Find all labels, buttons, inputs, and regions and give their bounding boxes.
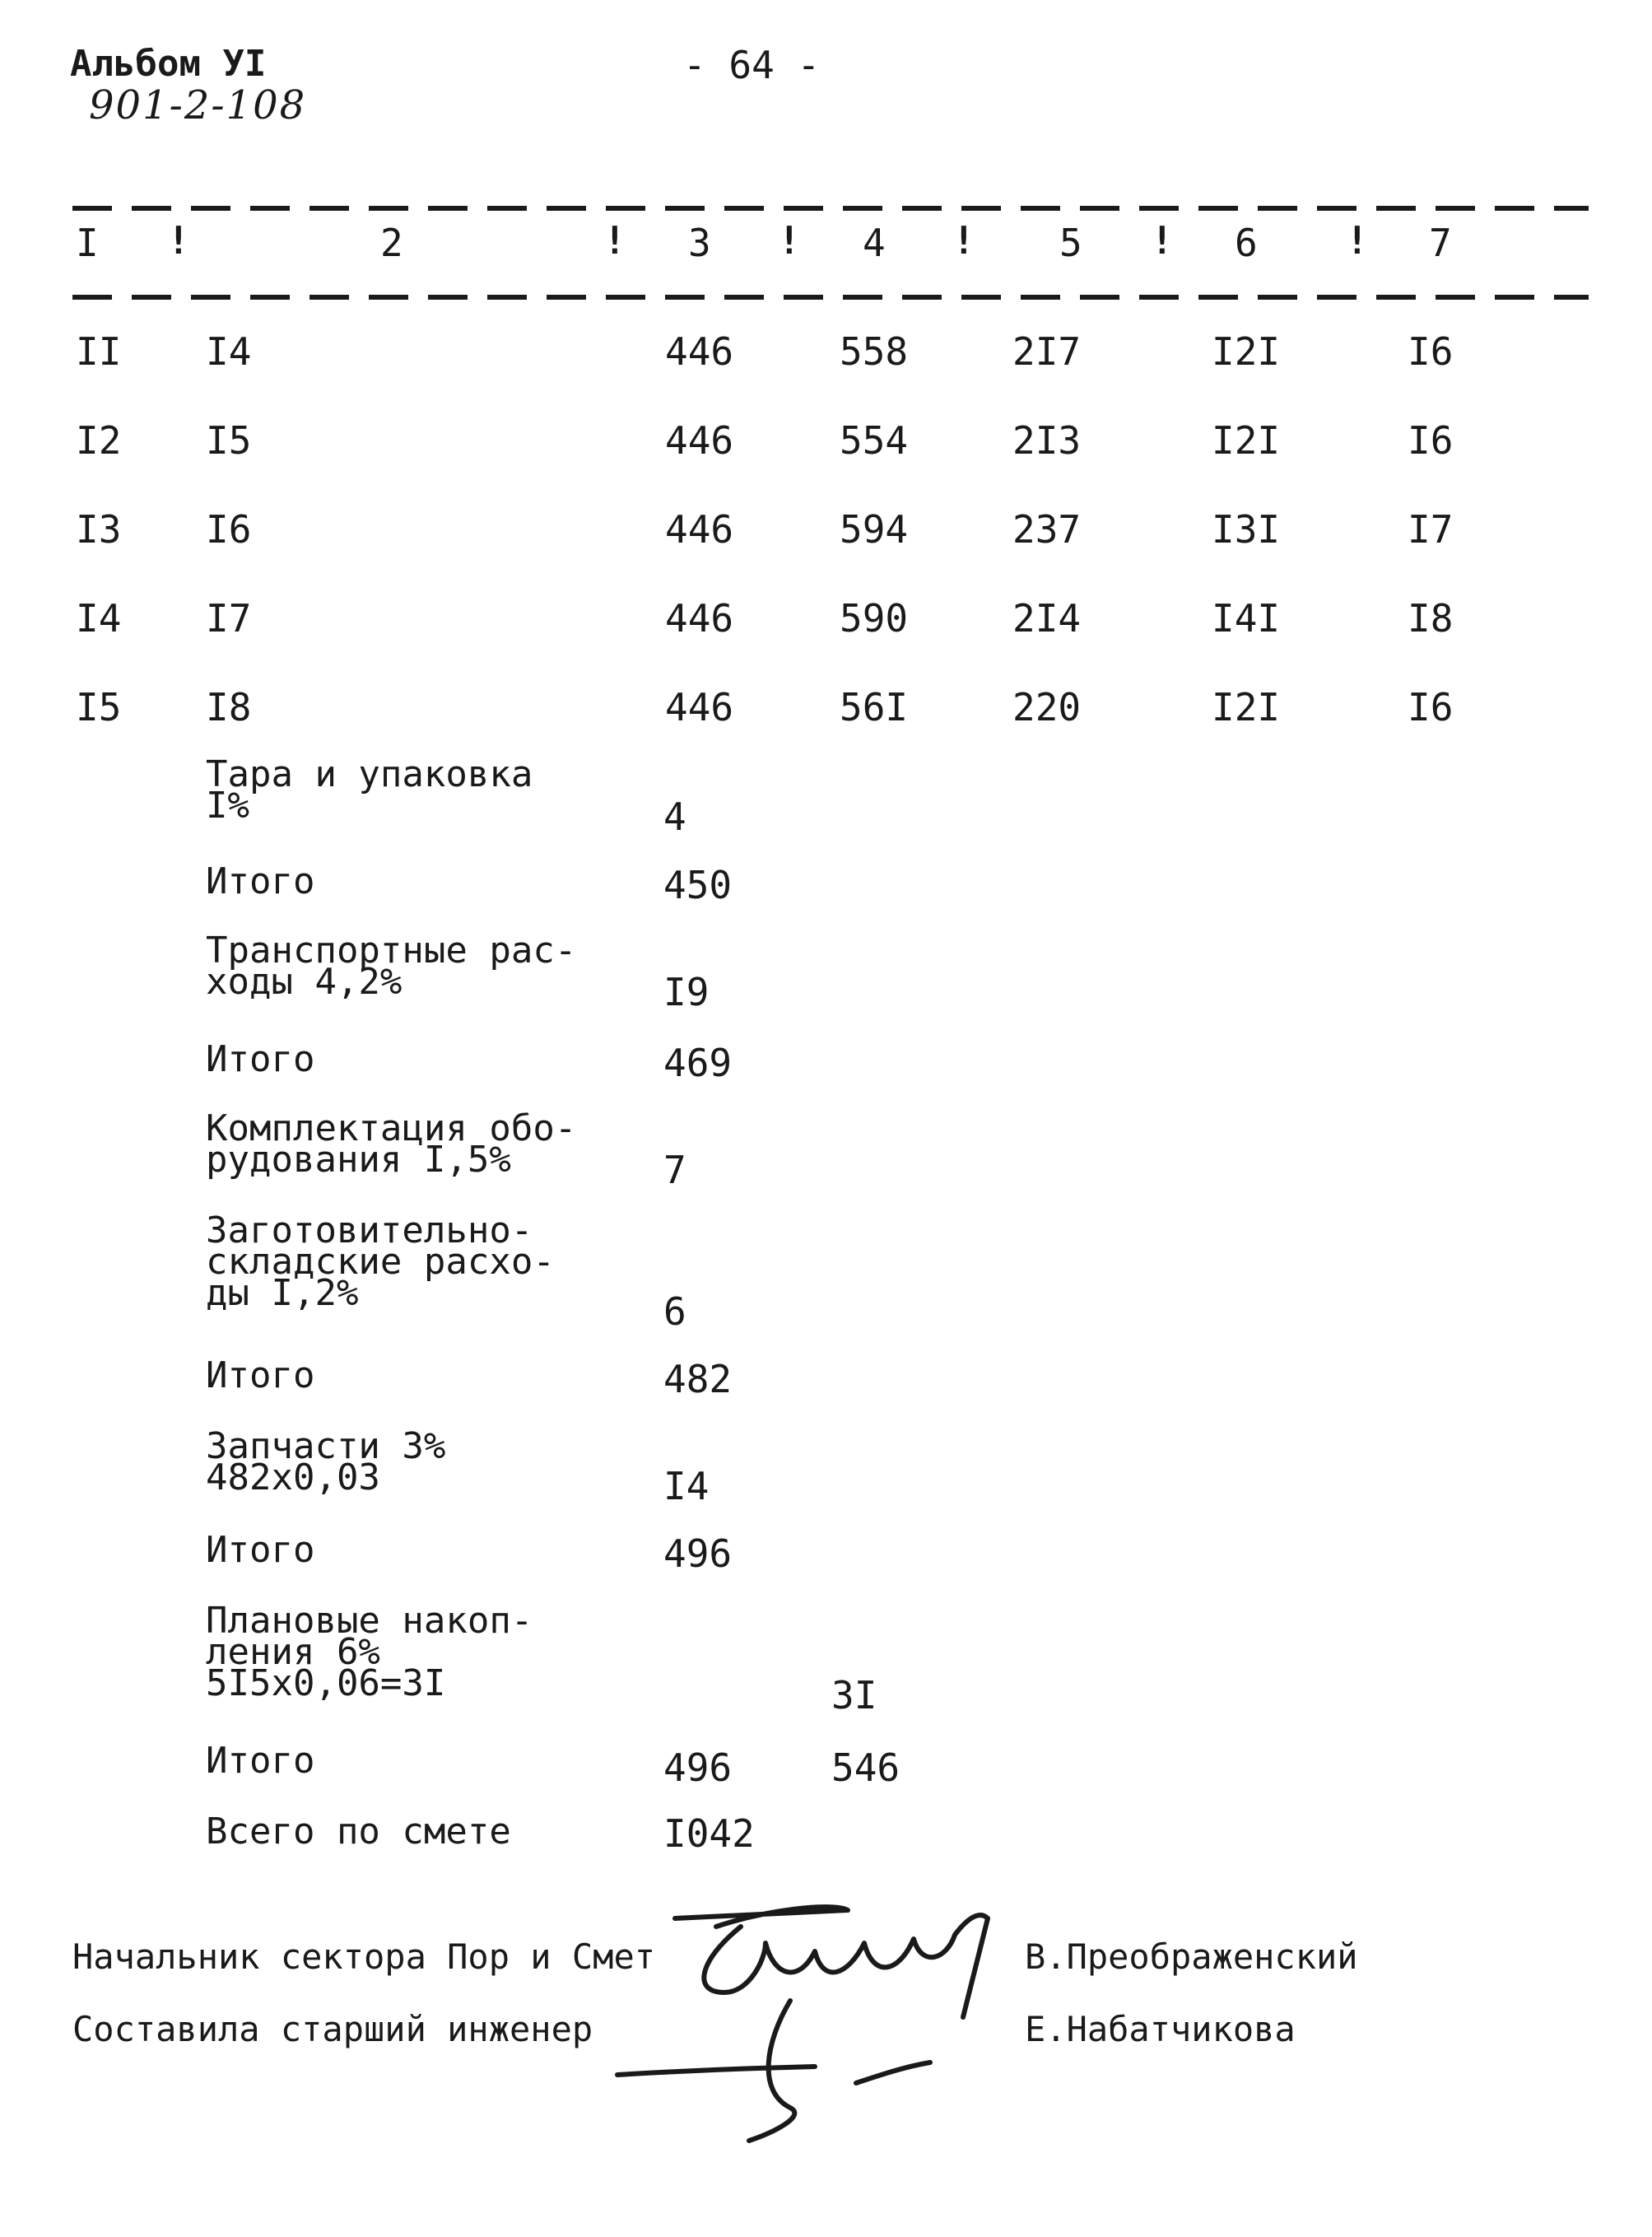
cell-col2: I8 xyxy=(206,685,252,729)
cell-col7: I6 xyxy=(1408,418,1454,463)
cell-col4: 554 xyxy=(840,418,909,463)
column-header-1: I xyxy=(76,221,99,265)
summary-label: Транспортные рас- ходы 4,2% xyxy=(206,930,577,1003)
signer-role-2: Составила старший инженер xyxy=(72,2009,593,2049)
summary-col3: 482 xyxy=(663,1357,733,1401)
cell-col5: 2I3 xyxy=(1012,418,1082,463)
signer-name-2: Е.Набатчикова xyxy=(1025,2009,1296,2049)
header-rule-top xyxy=(72,206,1589,211)
cell-col7: I6 xyxy=(1408,685,1454,729)
cell-col2: I4 xyxy=(206,329,252,374)
summary-col3: 496 xyxy=(663,1745,733,1790)
signer-role-1: Начальник сектора Пор и Смет xyxy=(72,1936,656,1977)
cell-col5: 237 xyxy=(1012,507,1082,552)
summary-col3: 450 xyxy=(663,863,733,907)
cell-col4: 558 xyxy=(840,329,909,374)
cell-col4: 594 xyxy=(840,507,909,552)
summary-col3: I042 xyxy=(663,1811,755,1856)
summary-label: Итого xyxy=(206,1740,315,1782)
column-separator: ! xyxy=(167,218,190,263)
summary-col4: 3I xyxy=(831,1673,877,1717)
column-header-3: 3 xyxy=(688,221,711,265)
summary-label: Итого xyxy=(206,1038,315,1080)
column-separator: ! xyxy=(1346,218,1369,263)
cell-col6: I2I xyxy=(1212,685,1281,729)
summary-col3: 6 xyxy=(663,1289,686,1334)
page-number: - 64 - xyxy=(683,43,821,87)
column-separator: ! xyxy=(603,218,626,263)
column-header-5: 5 xyxy=(1059,221,1082,265)
column-header-6: 6 xyxy=(1235,221,1258,265)
summary-label: Итого xyxy=(206,860,315,902)
cell-col2: I5 xyxy=(206,418,252,463)
album-label: Альбом УI xyxy=(70,43,267,85)
summary-col4: 546 xyxy=(831,1745,900,1790)
cell-col3: 446 xyxy=(665,329,734,374)
cell-col6: I4I xyxy=(1212,596,1281,641)
cell-col3: 446 xyxy=(665,596,734,641)
summary-label: Итого xyxy=(206,1354,315,1396)
cell-col6: I3I xyxy=(1212,507,1281,552)
column-header-4: 4 xyxy=(863,221,886,265)
summary-col3: 7 xyxy=(663,1148,686,1192)
column-separator: ! xyxy=(778,218,801,263)
cell-col2: I6 xyxy=(206,507,252,552)
cell-col1: I3 xyxy=(76,507,122,552)
column-header-2: 2 xyxy=(380,221,403,265)
cell-col5: 2I4 xyxy=(1012,596,1082,641)
cell-col1: I4 xyxy=(76,596,122,641)
cell-col3: 446 xyxy=(665,507,734,552)
summary-col3: I4 xyxy=(663,1464,710,1508)
cell-col1: I5 xyxy=(76,685,122,729)
summary-col3: 496 xyxy=(663,1531,733,1576)
cell-col4: 56I xyxy=(840,685,909,729)
document-code: 901-2-108 xyxy=(89,82,307,128)
summary-label: Заготовительно- складские расхо- ды I,2% xyxy=(206,1209,555,1314)
summary-col3: I9 xyxy=(663,970,710,1014)
cell-col5: 2I7 xyxy=(1012,329,1082,374)
column-header-7: 7 xyxy=(1429,221,1452,265)
summary-col3: 4 xyxy=(663,795,686,839)
header-rule-bottom xyxy=(72,295,1589,300)
cell-col3: 446 xyxy=(665,418,734,463)
summary-label: Запчасти 3% 482x0,03 xyxy=(206,1425,446,1498)
cell-col7: I8 xyxy=(1408,596,1454,641)
summary-label: Тара и упаковка I% xyxy=(206,753,533,827)
cell-col4: 590 xyxy=(840,596,909,641)
cell-col3: 446 xyxy=(665,685,734,729)
summary-label: Итого xyxy=(206,1529,315,1571)
signer-name-1: В.Преображенский xyxy=(1025,1936,1358,1977)
summary-label: Плановые накоп- ления 6% 5I5x0,06=3I xyxy=(206,1600,533,1704)
cell-col2: I7 xyxy=(206,596,252,641)
cell-col6: I2I xyxy=(1212,418,1281,463)
column-separator: ! xyxy=(952,218,975,263)
cell-col1: II xyxy=(76,329,122,374)
cell-col7: I6 xyxy=(1408,329,1454,374)
handwritten-signature xyxy=(601,1894,1029,2157)
cell-col5: 220 xyxy=(1012,685,1082,729)
cell-col6: I2I xyxy=(1212,329,1281,374)
summary-label: Комплектация обо- рудования I,5% xyxy=(206,1107,577,1181)
summary-col3: 469 xyxy=(663,1041,733,1085)
column-separator: ! xyxy=(1151,218,1174,263)
cell-col7: I7 xyxy=(1408,507,1454,552)
summary-label: Всего по смете xyxy=(206,1811,511,1853)
cell-col1: I2 xyxy=(76,418,122,463)
